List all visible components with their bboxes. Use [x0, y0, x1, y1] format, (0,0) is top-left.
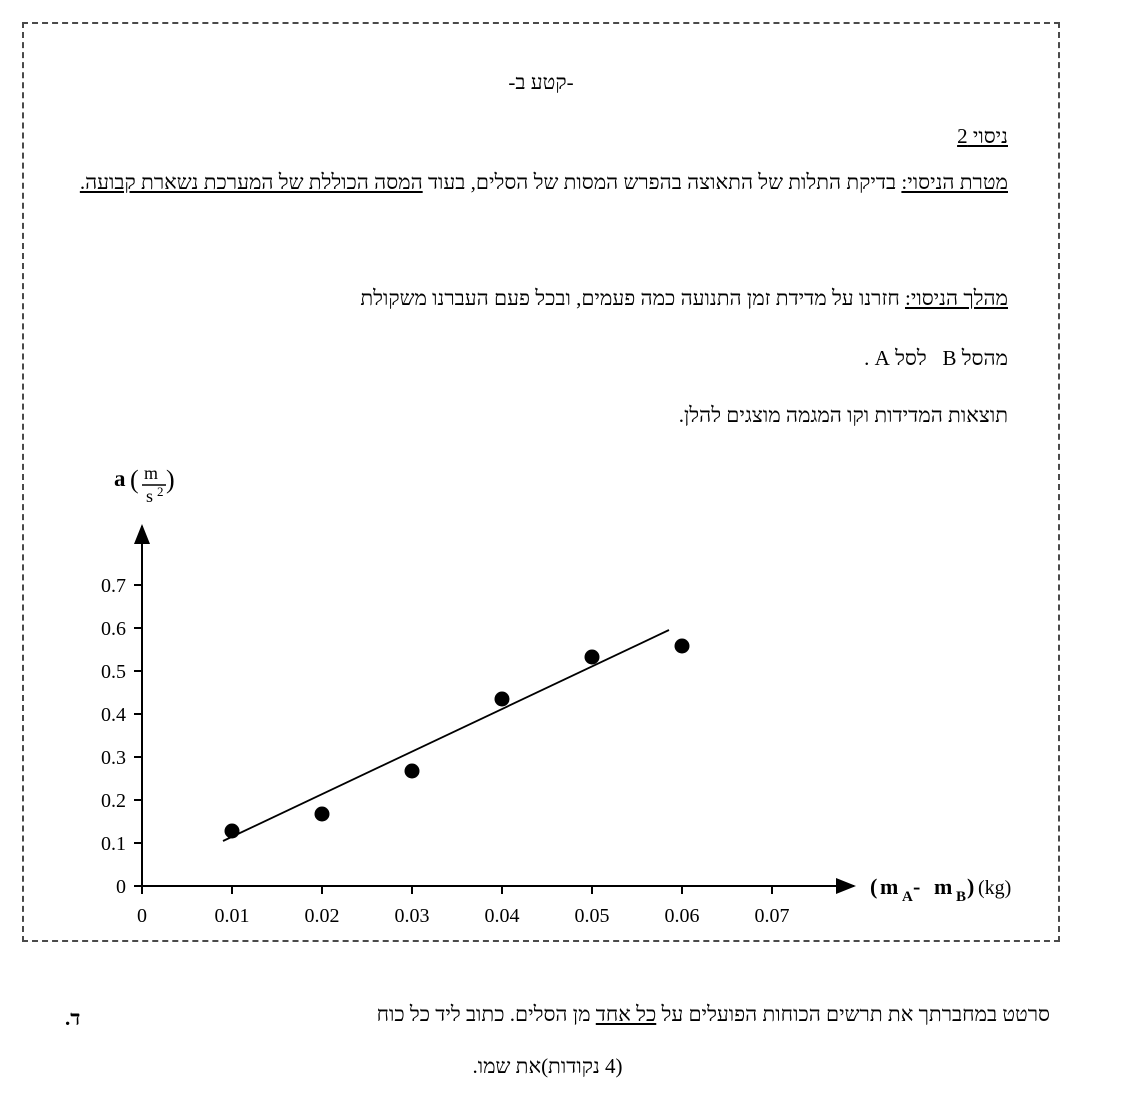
question-points: (4 נקודות): [541, 1054, 623, 1078]
basket-b-label: B: [942, 346, 957, 370]
x-tick-label: 0.01: [214, 905, 250, 924]
data-point: [495, 692, 510, 707]
purpose-underlined: המסה הכוללת של המערכת נשארת קבועה.: [79, 170, 423, 194]
y-axis-paren-open: (: [130, 465, 139, 494]
section-title: -קטע ב-: [508, 70, 574, 94]
x-tick-label: 0: [137, 905, 147, 924]
x-axis-sub-b: B: [956, 889, 967, 905]
y-tick-label: 0: [116, 876, 126, 898]
x-tick-label: 0.07: [754, 905, 790, 924]
question-text-line2: את שמו.: [472, 1054, 542, 1078]
transfer-suffix: .: [864, 346, 870, 370]
data-point: [675, 639, 690, 654]
question-text-part1: סרטט במחברתך את תרשים הכוחות הפועלים על: [656, 1002, 1050, 1026]
y-tick-label: 0.4: [101, 704, 126, 726]
y-axis-denominator: s: [146, 486, 154, 506]
y-axis-exponent: 2: [157, 484, 164, 499]
question-second-line: [105, 1050, 1050, 1084]
y-tick-label: 0.5: [101, 661, 126, 683]
question-text: [105, 998, 1050, 1032]
basket-a-label: A: [874, 346, 890, 370]
procedure-lead: מהלך הניסוי:: [905, 286, 1008, 310]
transfer-prefix: מהסל: [961, 346, 1008, 370]
y-axis-paren-close: ): [166, 465, 175, 494]
x-axis-paren-close: ): [967, 874, 975, 899]
x-tick-marks: [142, 886, 772, 894]
x-axis-sub-a: A: [902, 889, 913, 905]
procedure-text: חזרנו על מדידת זמן התנועה כמה פעמים, ובכל פעם העברנו משקולת: [360, 286, 905, 310]
procedure-paragraph: [68, 282, 1008, 315]
results-line: תוצאות המדידות וקו המגמה מוצגים להלן.: [678, 403, 1008, 427]
data-point: [405, 764, 420, 779]
x-axis-minus: -: [913, 874, 921, 899]
y-axis-title: [114, 463, 175, 506]
content-panel: [22, 22, 1060, 942]
y-tick-marks: [134, 585, 142, 886]
trend-line: [223, 630, 669, 841]
basket-transfer-line: [68, 342, 1008, 375]
x-tick-label: 0.04: [484, 905, 520, 924]
y-tick-label: 0.7: [101, 575, 126, 597]
x-axis-unit: (kg): [978, 877, 1012, 899]
y-tick-label: 0.6: [101, 618, 126, 640]
y-tick-label: 0.3: [101, 747, 126, 769]
data-point: [225, 824, 240, 839]
y-tick-labels: [101, 575, 126, 898]
x-axis-paren-open: (: [870, 874, 878, 899]
data-point: [585, 650, 600, 665]
experiment-label: [68, 120, 1008, 153]
x-tick-label: 0.06: [664, 905, 700, 924]
acceleration-vs-mass-difference-chart: [64, 454, 1044, 924]
y-tick-label: 0.2: [101, 790, 126, 812]
question-text-part2: מן הסלים. כתוב ליד כל כוח: [376, 1002, 596, 1026]
purpose-text: בדיקת התלות של התאוצה בהפרש המסות של הסלים, בעוד: [422, 170, 902, 194]
x-tick-label: 0.03: [394, 905, 430, 924]
x-tick-label: 0.05: [574, 905, 610, 924]
x-tick-labels: [137, 905, 790, 924]
purpose-paragraph: [68, 166, 1008, 199]
transfer-middle: לסל: [895, 346, 927, 370]
y-tick-label: 0.1: [101, 833, 126, 855]
experiment-label-text: ניסוי 2: [957, 124, 1008, 148]
data-points: [225, 639, 690, 839]
question-underlined: כל אחד: [595, 1002, 657, 1026]
x-axis-m2: m: [934, 874, 953, 899]
y-axis-symbol: a: [114, 466, 126, 491]
purpose-lead: מטרת הניסוי:: [901, 170, 1008, 194]
y-axis-numerator: m: [144, 463, 159, 483]
x-axis-title: [870, 874, 1011, 905]
question-number: ד.: [65, 1006, 81, 1030]
x-axis-m1: m: [880, 874, 899, 899]
x-tick-label: 0.02: [304, 905, 340, 924]
data-point: [315, 807, 330, 822]
